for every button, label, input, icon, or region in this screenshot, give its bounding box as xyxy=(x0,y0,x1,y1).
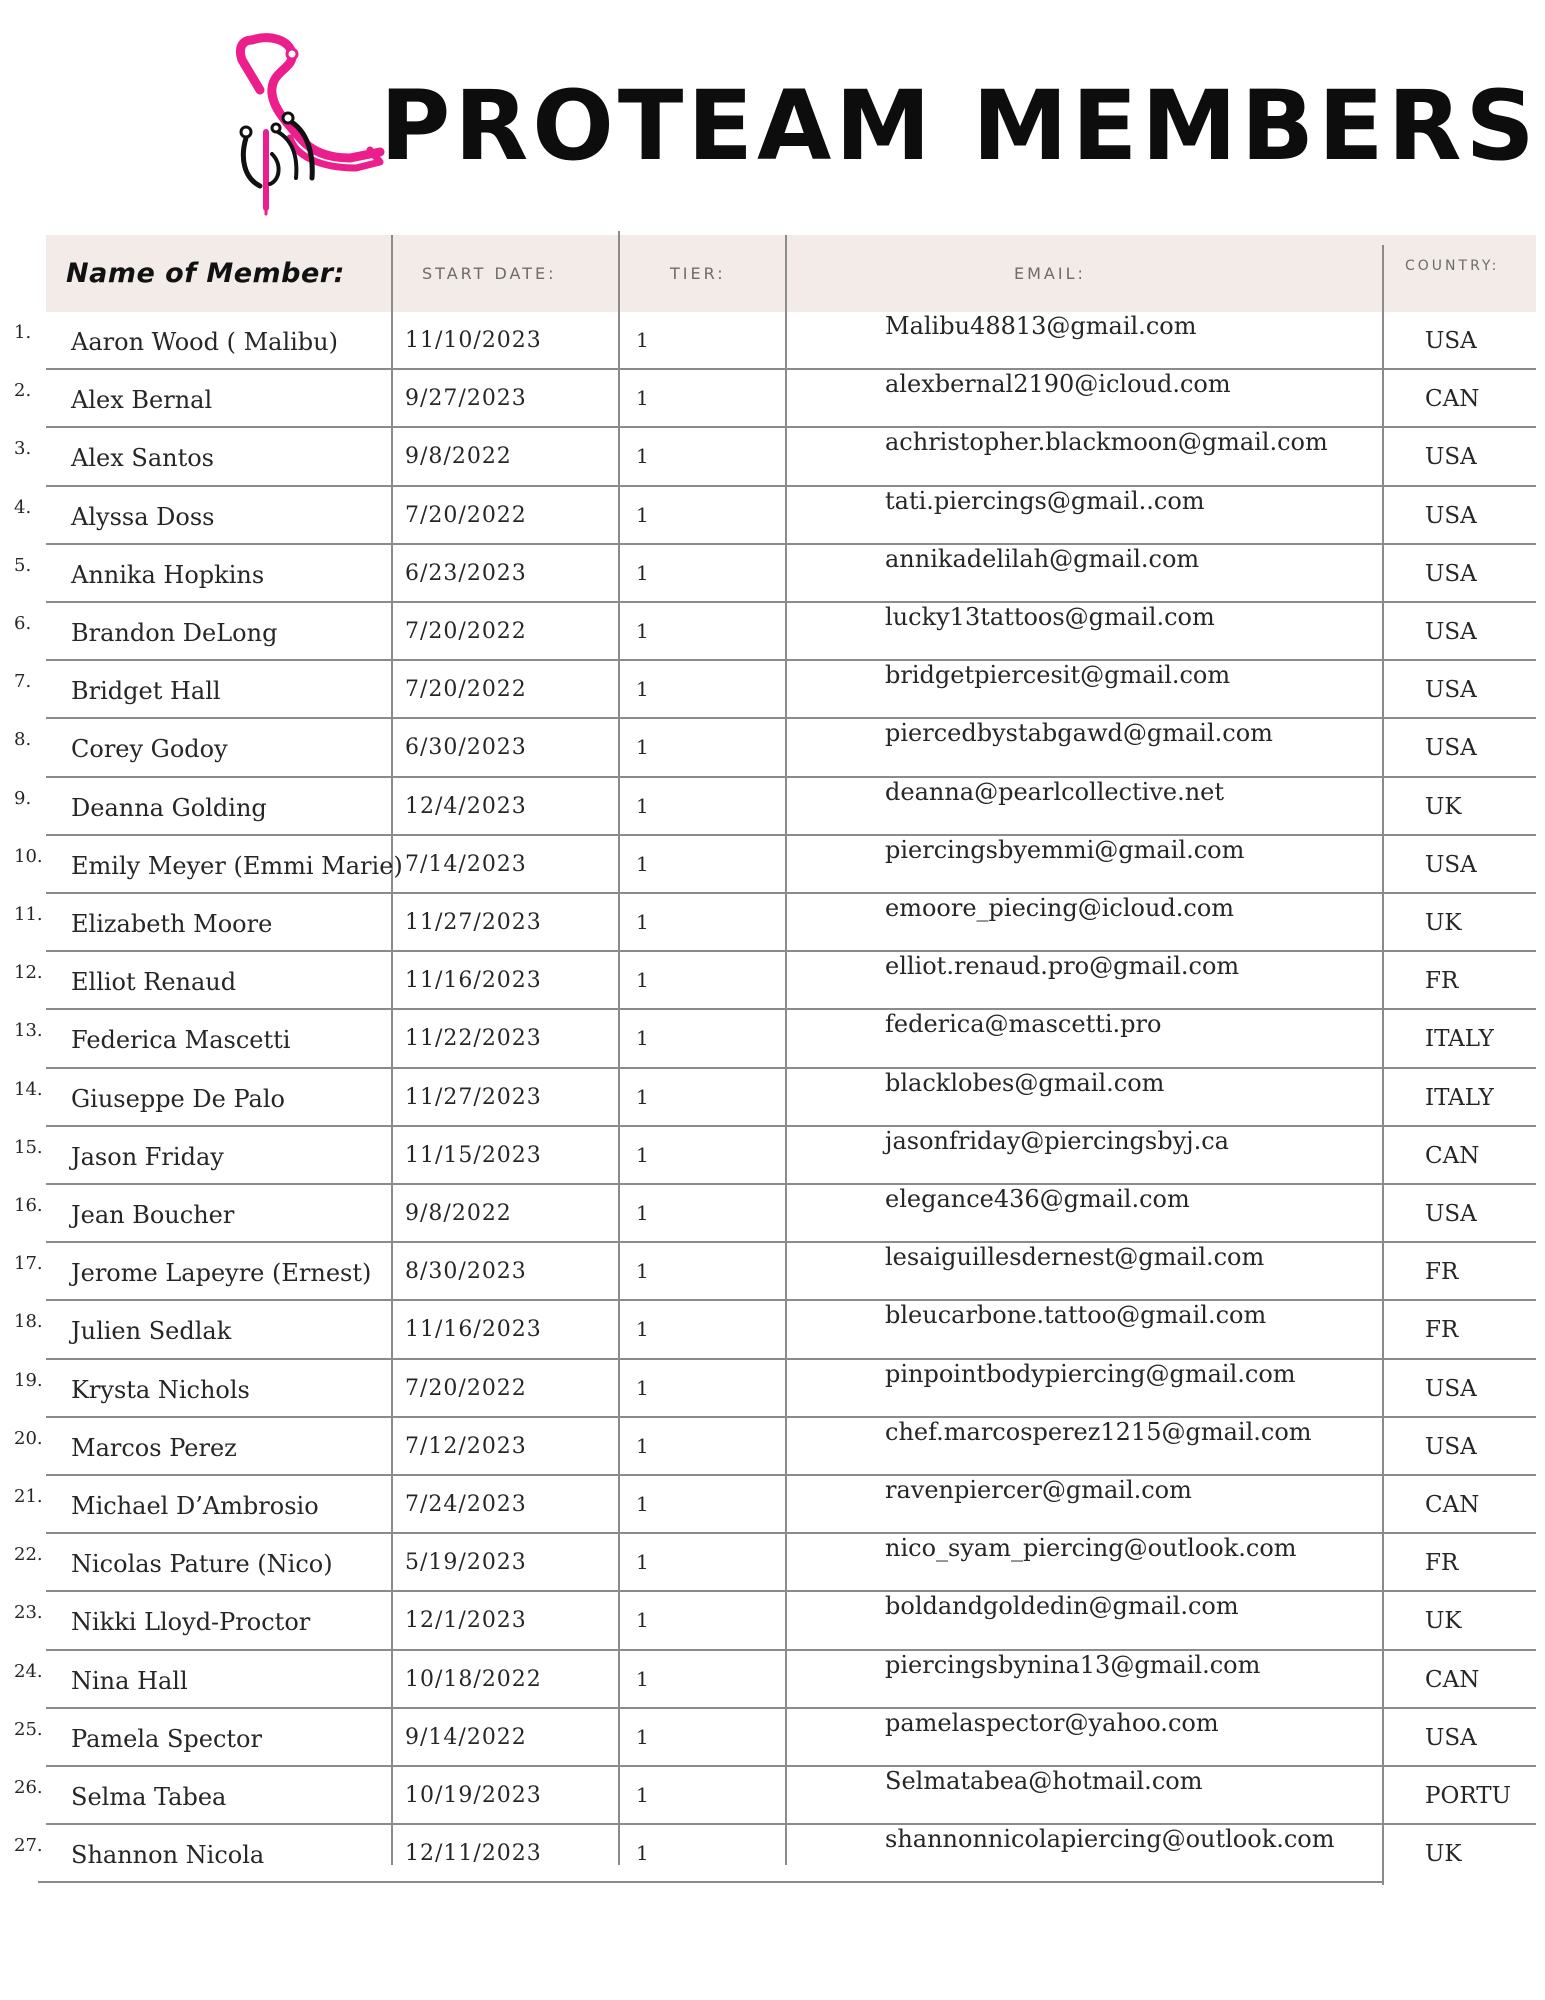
start-date: 10/18/2022 xyxy=(405,1666,542,1692)
member-country: FR xyxy=(1425,1317,1459,1344)
tier-value: 1 xyxy=(636,560,649,585)
member-name: Michael D’Ambrosio xyxy=(71,1492,319,1520)
member-country: FR xyxy=(1425,1259,1459,1286)
table-row xyxy=(0,1243,1545,1301)
tier-value: 1 xyxy=(636,1084,649,1109)
member-email[interactable]: Malibu48813@gmail.com xyxy=(885,312,1197,340)
member-country: USA xyxy=(1425,328,1477,354)
member-country: USA xyxy=(1425,1724,1477,1751)
row-number: 13. xyxy=(14,1020,43,1042)
table-row xyxy=(0,836,1545,894)
column-header-country: COUNTRY: xyxy=(1405,257,1500,274)
row-number: 26. xyxy=(14,1777,43,1798)
members-table xyxy=(0,235,1545,1895)
member-country: USA xyxy=(1425,677,1477,704)
member-email[interactable]: elegance436@gmail.com xyxy=(885,1185,1190,1213)
start-date: 7/14/2023 xyxy=(405,851,527,877)
tier-value: 1 xyxy=(636,1841,649,1866)
tier-value: 1 xyxy=(636,502,649,527)
member-email[interactable]: Selmatabea@hotmail.com xyxy=(885,1767,1203,1795)
row-number: 18. xyxy=(14,1311,43,1333)
table-row xyxy=(0,1476,1545,1534)
row-number: 22. xyxy=(14,1544,43,1566)
table-row xyxy=(0,1825,1545,1883)
piercing-needle-logo-icon xyxy=(230,28,400,218)
member-name: Jean Boucher xyxy=(71,1201,235,1229)
tier-value: 1 xyxy=(636,910,649,934)
member-country: UK xyxy=(1425,1841,1462,1868)
column-header-email: EMAIL: xyxy=(1014,264,1086,283)
row-number: 10. xyxy=(14,845,43,867)
tier-value: 1 xyxy=(636,1317,649,1342)
row-number: 20. xyxy=(14,1427,43,1449)
start-date: 12/4/2023 xyxy=(405,793,527,819)
start-date: 11/10/2023 xyxy=(405,328,542,353)
start-date: 9/27/2023 xyxy=(405,386,527,412)
table-row xyxy=(0,1709,1545,1767)
tier-value: 1 xyxy=(636,1550,649,1575)
member-email[interactable]: deanna@pearlcollective.net xyxy=(885,777,1225,806)
row-number: 1. xyxy=(14,322,32,343)
page-title: PROTEAM MEMBERS xyxy=(380,70,1539,182)
member-name: Jerome Lapeyre (Ernest) xyxy=(71,1259,372,1288)
member-email[interactable]: piercingsbyemmi@gmail.com xyxy=(885,835,1245,864)
start-date: 6/23/2023 xyxy=(405,560,527,586)
table-row xyxy=(0,603,1545,661)
start-date: 7/20/2022 xyxy=(405,677,527,703)
tier-value: 1 xyxy=(636,386,649,411)
table-row xyxy=(0,1360,1545,1418)
tier-value: 1 xyxy=(636,328,649,352)
table-row xyxy=(0,370,1545,428)
start-date: 5/19/2023 xyxy=(405,1550,527,1576)
member-country: FR xyxy=(1425,968,1459,995)
member-country: CAN xyxy=(1425,1492,1480,1518)
member-name: Nicolas Pature (Nico) xyxy=(71,1550,333,1579)
tier-value: 1 xyxy=(636,1666,649,1691)
start-date: 11/15/2023 xyxy=(405,1142,542,1168)
start-date: 11/16/2023 xyxy=(405,1317,542,1343)
member-email[interactable]: achristopher.blackmoon@gmail.com xyxy=(885,428,1328,457)
tier-value: 1 xyxy=(636,1375,649,1400)
member-country: UK xyxy=(1425,910,1462,936)
tier-value: 1 xyxy=(636,793,649,818)
member-name: Bridget Hall xyxy=(71,677,221,706)
member-name: Corey Godoy xyxy=(71,735,228,764)
table-row xyxy=(0,1301,1545,1359)
table-row xyxy=(0,1069,1545,1127)
member-name: Alyssa Doss xyxy=(71,502,215,531)
table-row xyxy=(0,545,1545,603)
member-country: CAN xyxy=(1425,1142,1480,1169)
column-header-name: Name of Member: xyxy=(66,258,345,289)
row-number: 8. xyxy=(14,729,32,751)
member-email[interactable]: bleucarbone.tattoo@gmail.com xyxy=(885,1301,1267,1330)
member-email[interactable]: lucky13tattoos@gmail.com xyxy=(885,603,1215,631)
start-date: 7/20/2022 xyxy=(405,619,527,644)
row-number: 7. xyxy=(14,671,32,693)
start-date: 9/8/2022 xyxy=(405,444,512,470)
member-email[interactable]: tati.piercings@gmail..com xyxy=(885,486,1205,515)
member-email[interactable]: jasonfriday@piercingsbyj.ca xyxy=(885,1126,1229,1155)
member-email[interactable]: annikadelilah@gmail.com xyxy=(885,544,1200,573)
start-date: 9/8/2022 xyxy=(405,1201,512,1226)
tier-value: 1 xyxy=(636,1724,649,1749)
member-country: PORTU xyxy=(1425,1783,1511,1809)
member-country: USA xyxy=(1425,619,1477,645)
row-number: 6. xyxy=(14,613,32,634)
member-name: Deanna Golding xyxy=(71,793,267,822)
member-name: Nina Hall xyxy=(71,1666,188,1695)
table-row xyxy=(0,1534,1545,1592)
table-row xyxy=(0,1127,1545,1185)
row-number: 15. xyxy=(14,1136,43,1158)
member-name: Elizabeth Moore xyxy=(71,910,273,938)
row-number: 24. xyxy=(14,1660,43,1682)
member-name: Selma Tabea xyxy=(71,1783,227,1811)
member-country: USA xyxy=(1425,735,1477,762)
table-row xyxy=(0,778,1545,836)
start-date: 11/22/2023 xyxy=(405,1026,542,1052)
row-number: 23. xyxy=(14,1602,43,1624)
member-email[interactable]: ravenpiercer@gmail.com xyxy=(885,1476,1192,1504)
row-number: 21. xyxy=(14,1486,43,1507)
member-email[interactable]: alexbernal2190@icloud.com xyxy=(885,370,1231,399)
row-number: 4. xyxy=(14,496,32,518)
table-row xyxy=(0,428,1545,486)
tier-value: 1 xyxy=(636,851,649,876)
member-email[interactable]: blacklobes@gmail.com xyxy=(885,1068,1165,1097)
member-name: Marcos Perez xyxy=(71,1433,237,1462)
member-name: Brandon DeLong xyxy=(71,619,278,647)
start-date: 10/19/2023 xyxy=(405,1783,542,1808)
member-email[interactable]: piercingsbynina13@gmail.com xyxy=(885,1650,1261,1679)
start-date: 7/12/2023 xyxy=(405,1433,527,1459)
row-number: 14. xyxy=(14,1078,43,1100)
member-country: UK xyxy=(1425,1608,1462,1635)
member-email[interactable]: pamelaspector@yahoo.com xyxy=(885,1708,1219,1737)
member-email[interactable]: boldandgoldedin@gmail.com xyxy=(885,1592,1239,1621)
member-country: USA xyxy=(1425,1201,1477,1227)
member-name: Jason Friday xyxy=(71,1142,224,1171)
tier-value: 1 xyxy=(636,1201,649,1225)
start-date: 11/16/2023 xyxy=(405,968,542,994)
table-row xyxy=(0,1185,1545,1243)
tier-value: 1 xyxy=(636,1492,649,1516)
member-country: CAN xyxy=(1425,386,1480,413)
column-header-tier: TIER: xyxy=(670,264,726,283)
row-number: 2. xyxy=(14,380,32,402)
table-row xyxy=(0,1651,1545,1709)
member-name: Emily Meyer (Emmi Marie) xyxy=(71,851,403,880)
member-name: Alex Bernal xyxy=(71,386,213,415)
member-name: Shannon Nicola xyxy=(71,1841,265,1870)
member-name: Giuseppe De Palo xyxy=(71,1084,285,1113)
table-row xyxy=(0,719,1545,777)
tier-value: 1 xyxy=(636,1608,649,1633)
row-number: 19. xyxy=(14,1369,43,1391)
member-country: ITALY xyxy=(1425,1026,1494,1053)
table-row xyxy=(0,952,1545,1010)
tier-value: 1 xyxy=(636,619,649,643)
table-row xyxy=(0,1418,1545,1476)
member-country: UK xyxy=(1425,793,1462,820)
member-country: USA xyxy=(1425,502,1477,529)
member-name: Elliot Renaud xyxy=(71,968,237,997)
member-country: USA xyxy=(1425,560,1477,587)
start-date: 7/24/2023 xyxy=(405,1492,527,1517)
member-email[interactable]: pinpointbodypiercing@gmail.com xyxy=(885,1359,1296,1388)
member-name: Krysta Nichols xyxy=(71,1375,250,1404)
tier-value: 1 xyxy=(636,1142,649,1167)
table-row xyxy=(0,312,1545,370)
table-row xyxy=(0,1010,1545,1068)
table-row xyxy=(0,1767,1545,1825)
tier-value: 1 xyxy=(636,1026,649,1051)
member-country: USA xyxy=(1425,851,1477,878)
row-number: 9. xyxy=(14,787,32,809)
member-email[interactable]: nico_syam_piercing@outlook.com xyxy=(885,1534,1297,1563)
row-number: 27. xyxy=(14,1835,43,1857)
member-email[interactable]: emoore_piecing@icloud.com xyxy=(885,894,1235,922)
tier-value: 1 xyxy=(636,677,649,702)
row-number: 11. xyxy=(14,904,43,925)
table-row xyxy=(0,1592,1545,1650)
member-name: Annika Hopkins xyxy=(71,560,265,589)
member-country: CAN xyxy=(1425,1666,1480,1693)
start-date: 11/27/2023 xyxy=(405,910,542,935)
start-date: 7/20/2022 xyxy=(405,1375,527,1401)
member-email[interactable]: piercedbystabgawd@gmail.com xyxy=(885,719,1273,748)
page-header xyxy=(230,28,1539,218)
tier-value: 1 xyxy=(636,735,649,760)
start-date: 6/30/2023 xyxy=(405,735,527,761)
column-header-start-date: START DATE: xyxy=(422,264,557,283)
tier-value: 1 xyxy=(636,1433,649,1458)
member-name: Aaron Wood ( Malibu) xyxy=(71,328,338,356)
member-name: Alex Santos xyxy=(71,444,214,473)
member-email[interactable]: federica@mascetti.pro xyxy=(885,1010,1162,1039)
member-name: Nikki Lloyd-Proctor xyxy=(71,1608,311,1637)
member-email[interactable]: bridgetpiercesit@gmail.com xyxy=(885,661,1231,690)
row-number: 3. xyxy=(14,438,32,460)
start-date: 8/30/2023 xyxy=(405,1259,527,1285)
row-number: 5. xyxy=(14,554,32,576)
member-email[interactable]: elliot.renaud.pro@gmail.com xyxy=(885,952,1240,981)
row-divider xyxy=(38,1881,1382,1883)
member-country: USA xyxy=(1425,1433,1477,1460)
start-date: 12/11/2023 xyxy=(405,1841,542,1867)
table-row xyxy=(0,487,1545,545)
tier-value: 1 xyxy=(636,1259,649,1284)
start-date: 7/20/2022 xyxy=(405,502,527,528)
member-name: Federica Mascetti xyxy=(71,1026,291,1055)
start-date: 11/27/2023 xyxy=(405,1084,542,1110)
member-email[interactable]: shannonnicolapiercing@outlook.com xyxy=(885,1825,1335,1854)
tier-value: 1 xyxy=(636,1783,649,1807)
row-number: 25. xyxy=(14,1718,43,1740)
row-number: 17. xyxy=(14,1253,43,1275)
row-number: 12. xyxy=(14,962,43,984)
start-date: 9/14/2022 xyxy=(405,1724,527,1750)
member-name: Julien Sedlak xyxy=(71,1317,232,1346)
member-email[interactable]: chef.marcosperez1215@gmail.com xyxy=(885,1417,1312,1446)
member-country: FR xyxy=(1425,1550,1459,1577)
row-number: 16. xyxy=(14,1195,43,1216)
start-date: 12/1/2023 xyxy=(405,1608,527,1634)
member-email[interactable]: lesaiguillesdernest@gmail.com xyxy=(885,1243,1265,1272)
tier-value: 1 xyxy=(636,444,649,469)
member-country: ITALY xyxy=(1425,1084,1494,1111)
table-row xyxy=(0,894,1545,952)
table-row xyxy=(0,661,1545,719)
member-country: USA xyxy=(1425,1375,1477,1402)
tier-value: 1 xyxy=(636,968,649,993)
member-name: Pamela Spector xyxy=(71,1724,262,1753)
member-country: USA xyxy=(1425,444,1477,471)
